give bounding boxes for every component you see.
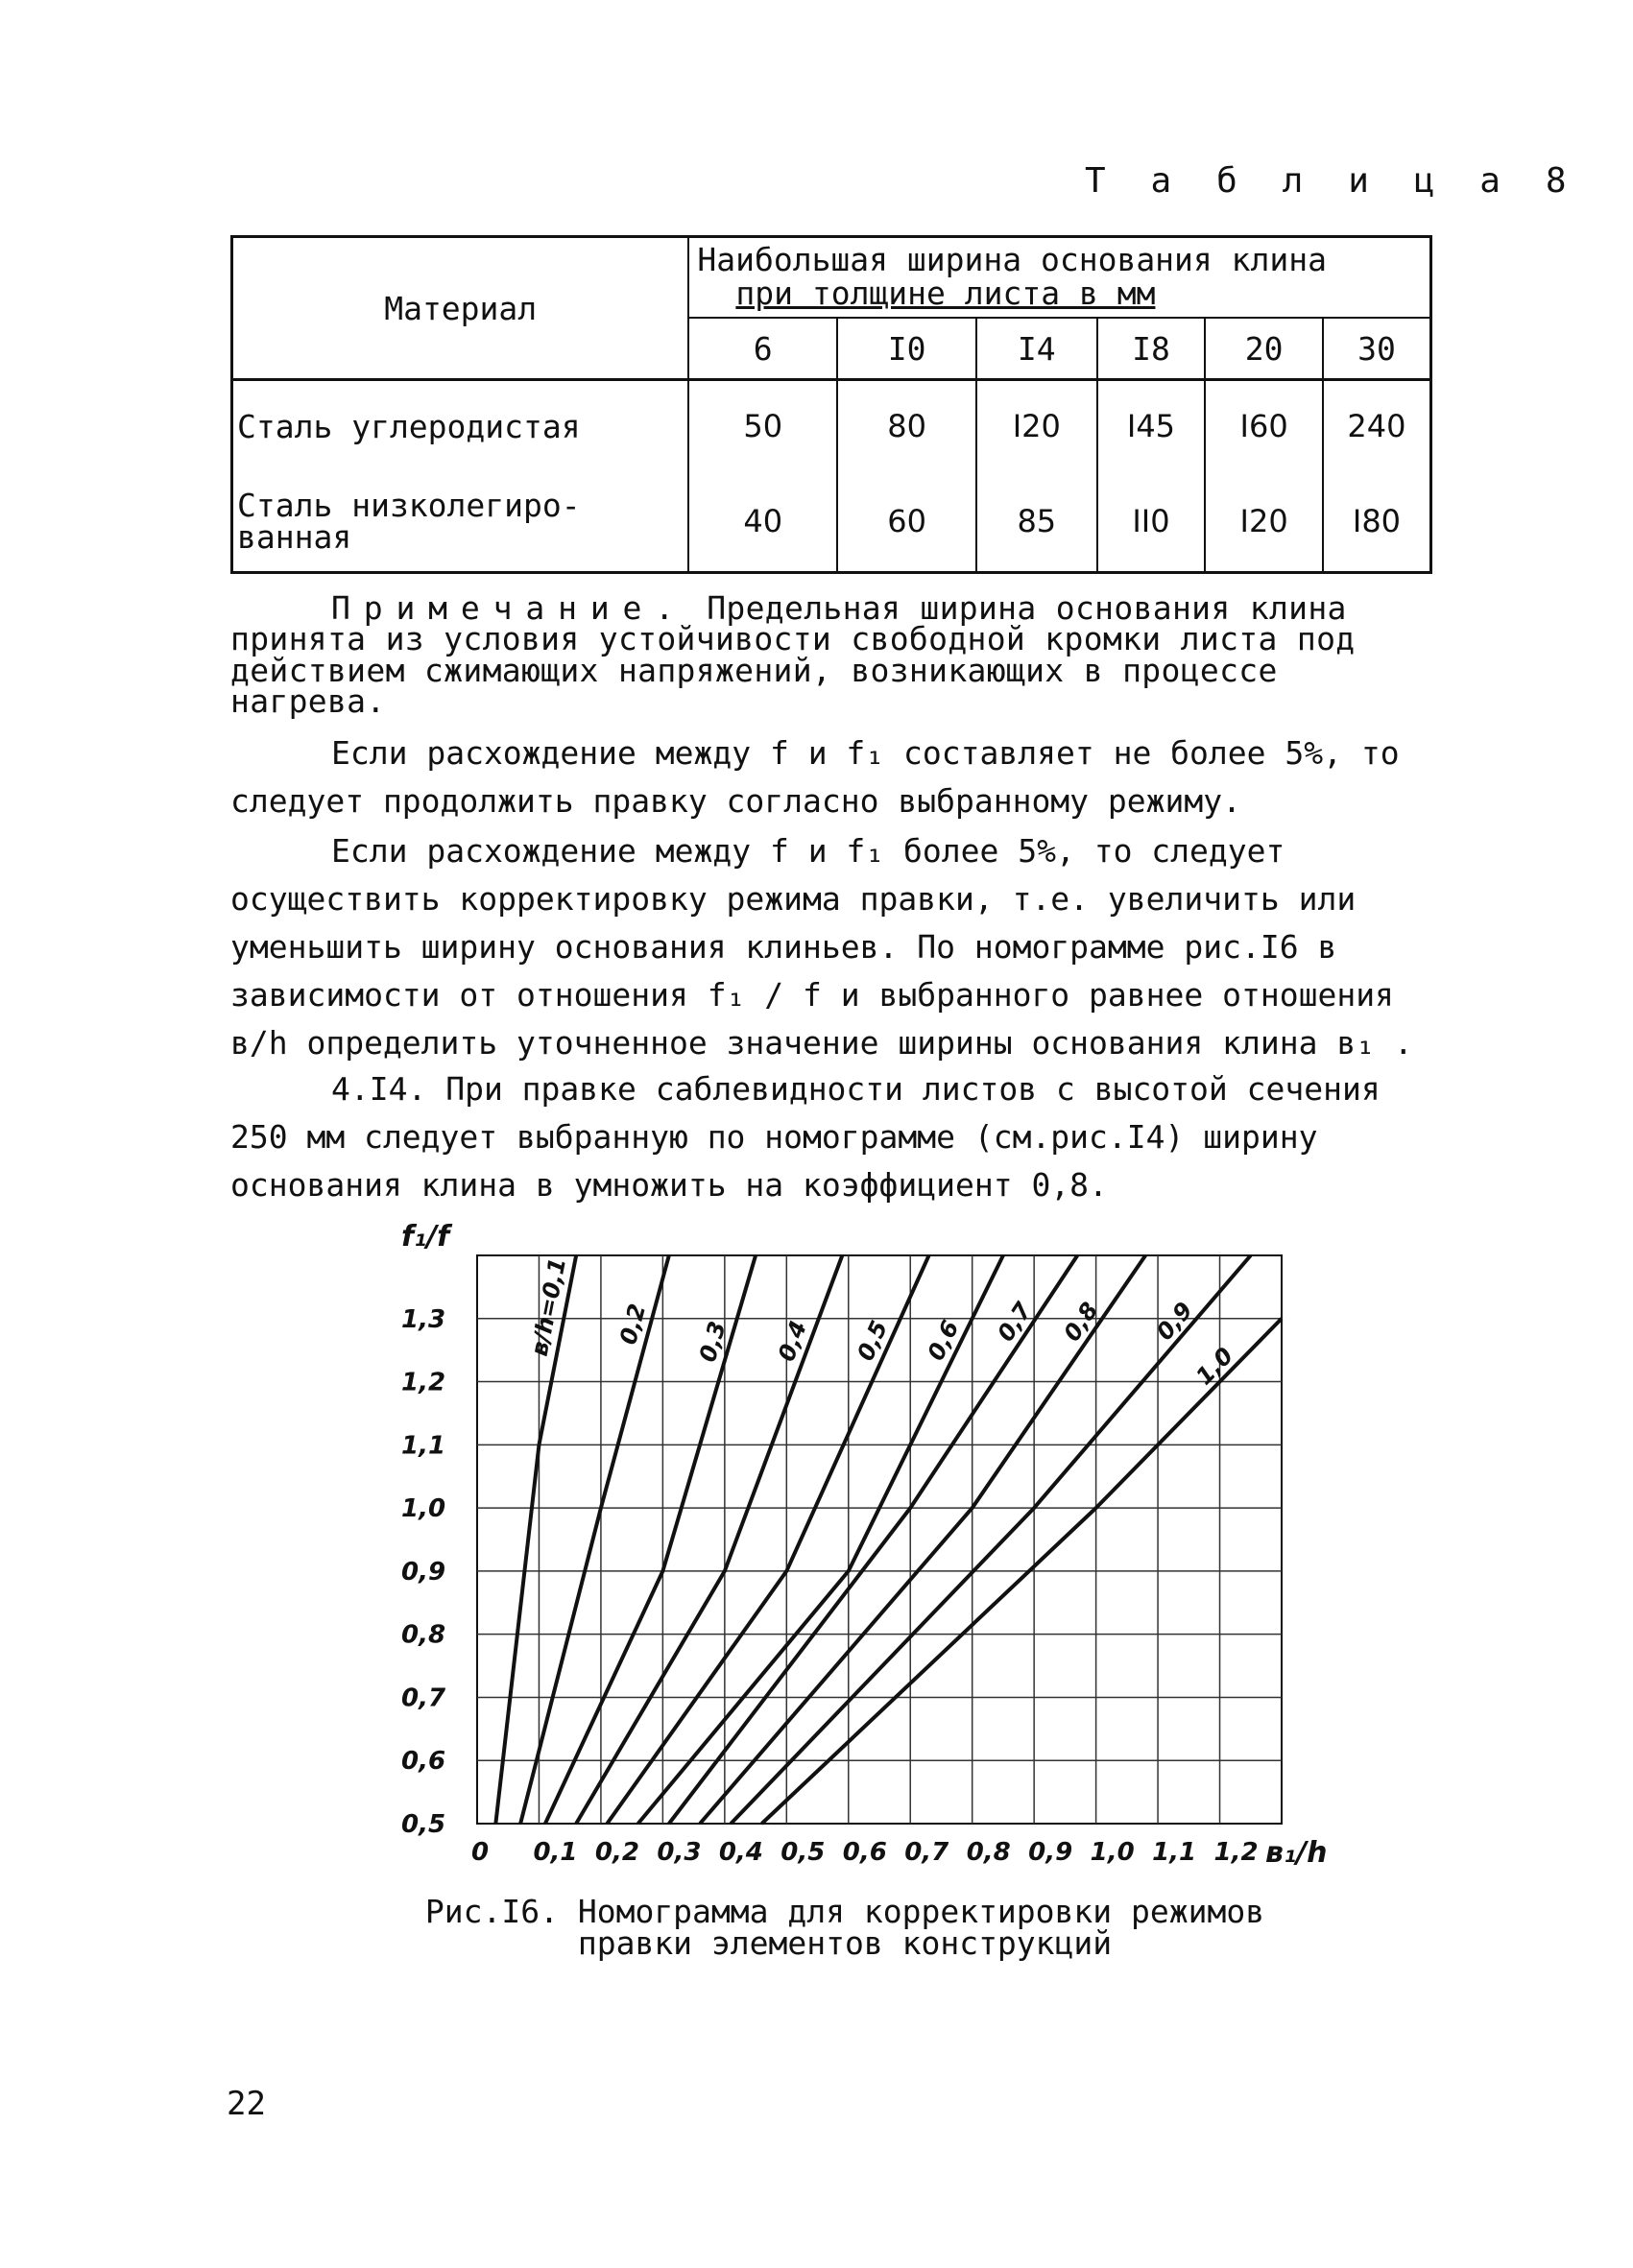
x-tick-label: 0,6 (842, 1838, 887, 1867)
width-group-header-line2: при толщине листа в мм (735, 275, 1156, 312)
thickness-header: 30 (1323, 318, 1431, 380)
thickness-header: 6 (688, 318, 837, 380)
y-tick-label: 1,1 (401, 1431, 446, 1461)
figure-caption: Рис.I6. Номограмма для корректировки режимов правки элементов конструкций (424, 1893, 1265, 1962)
x-tick-label: 0,5 (780, 1838, 826, 1867)
material-name: Сталь углеродистая (232, 380, 689, 472)
note-label: Примечание. (331, 589, 688, 627)
x-tick-label: 1,1 (1152, 1838, 1197, 1867)
y-tick-label: 0,9 (401, 1557, 446, 1587)
x-tick-label: 0,1 (533, 1838, 578, 1867)
table-cell: I60 (1205, 380, 1323, 472)
paragraph-3-text: 4.I4. При правке саблевидности листов с высотой сечения 250 мм следует выбранную по номограмме (см.рис.I4) ширину основания клина в умножить на коэффициент 0,8. (230, 1070, 1381, 1204)
material-header: Материал (232, 237, 689, 380)
curve-label: 1,0 (1190, 1342, 1239, 1391)
y-axis-label: f₁/f (401, 1220, 450, 1253)
width-group-header-line1: Наибольшая ширина основания клина (697, 241, 1327, 279)
table-title: Т а б л и ц а 8 (1085, 161, 1579, 201)
y-tick-label: 1,3 (401, 1304, 446, 1334)
table-cell: 60 (837, 471, 976, 573)
x-tick-label: 0,7 (904, 1838, 949, 1867)
y-tick-label: 0,5 (401, 1810, 446, 1839)
note-text: Предельная ширина основания клина принята из условия устойчивости свободной кромки листа под действием сжимающих напряжений, возникающих в процессе нагрева. (230, 589, 1356, 720)
table-cell: II0 (1097, 471, 1206, 573)
thickness-header: 20 (1205, 318, 1323, 380)
curve-label: в/h=0,1 (525, 1255, 572, 1359)
table-cell: 50 (688, 380, 837, 472)
y-tick-label: 0,8 (401, 1620, 446, 1650)
y-tick-label: 1,0 (401, 1494, 446, 1524)
table-cell: 240 (1323, 380, 1431, 472)
curve-label: 0,5 (852, 1316, 894, 1365)
table-cell: I80 (1323, 471, 1431, 573)
x-tick-label: 0,9 (1028, 1838, 1073, 1867)
x-axis-label: в₁/h (1265, 1836, 1328, 1870)
curve-label: 0,9 (1151, 1297, 1198, 1346)
curve-label: 0,6 (922, 1316, 965, 1365)
table-cell: I20 (1205, 471, 1323, 573)
paragraph-1-text: Если расхождение между f и f₁ составляет не более 5%, то следует продолжить правку согласно выбранному режиму. (230, 734, 1400, 820)
page-number: 22 (227, 2085, 266, 2123)
table-cell: I45 (1097, 380, 1206, 472)
y-tick-label: 0,6 (401, 1747, 446, 1777)
x-tick-label: 1,0 (1090, 1838, 1135, 1867)
x-tick-label: 0,4 (718, 1838, 763, 1867)
curve-label: 0,4 (772, 1317, 813, 1366)
material-name-line1: Сталь низколегиро- (237, 487, 581, 524)
x-tick-label: 0,3 (657, 1838, 702, 1867)
curve-label: 0,7 (992, 1297, 1038, 1347)
material-name-line2: ванная (237, 518, 352, 556)
x-tick-label: 1,2 (1213, 1838, 1259, 1867)
thickness-header: I0 (837, 318, 976, 380)
table-cell: I20 (976, 380, 1097, 472)
thickness-header: I4 (976, 318, 1097, 380)
y-tick-label: 1,2 (401, 1368, 446, 1397)
curve-label: 0,3 (693, 1318, 732, 1366)
x-tick-label: 0 (471, 1838, 490, 1867)
y-tick-label: 0,7 (401, 1683, 446, 1713)
table-cell: 85 (976, 471, 1097, 573)
x-tick-label: 0,2 (594, 1838, 639, 1867)
curve-label: 0,2 (614, 1301, 652, 1348)
table-cell: 40 (688, 471, 837, 573)
thickness-header: I8 (1097, 318, 1206, 380)
paragraph-2-text: Если расхождение между f и f₁ более 5%, то следует осуществить корректировку режима правки, т.е. увеличить или уменьшить ширину основания клиньев. По номограмме рис.I6 в зависимости от отношения f₁ / f и выбранного равнее отношения в/h определить уточненное значение ширины основания клина в₁ . (230, 832, 1413, 1062)
x-tick-label: 0,8 (966, 1838, 1011, 1867)
table-cell: 80 (837, 380, 976, 472)
curve-label: 0,8 (1058, 1297, 1104, 1347)
